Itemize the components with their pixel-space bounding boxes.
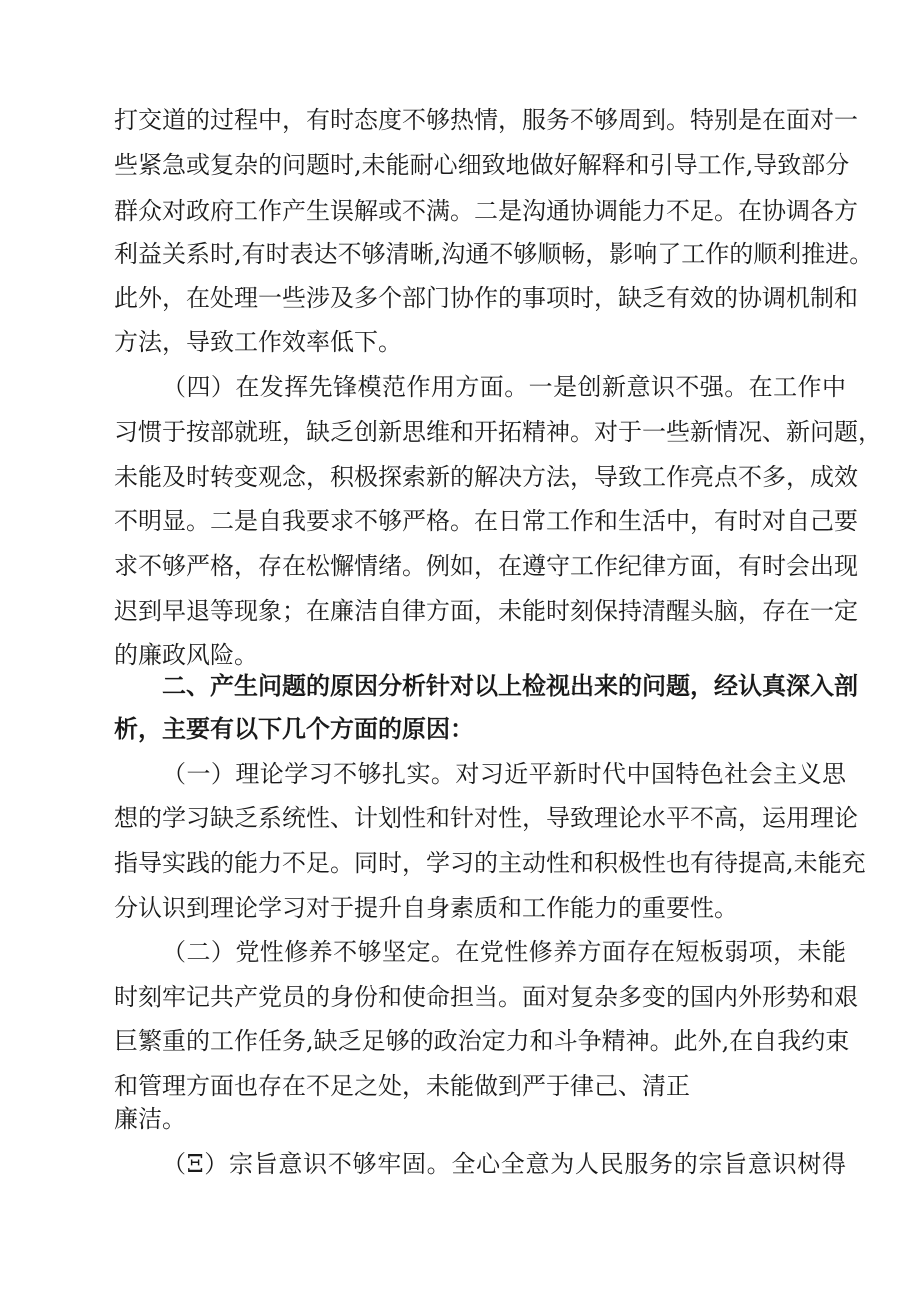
paragraph-line: 不明显。二是自我要求不够严格。在日常工作和生活中，有时对自己要 [114, 507, 858, 535]
paragraph-line: 群众对政府工作产生误解或不满。二是沟通协调能力不足。在协调各方 [114, 197, 858, 225]
paragraph-line: 时刻牢记共产党员的身份和使命担当。面对复杂多变的国内外形势和艰 [114, 983, 858, 1011]
paragraph-line: 习惯于按部就班，缺乏创新思维和开拓精神。对于一些新情况、新问题， [114, 418, 882, 446]
paragraph-line: 和管理方面也存在不足之处，未能做到严于律己、清正 [114, 1072, 690, 1100]
section-two-heading: 二、产生问题的原因分析针对以上检视出来的问题，经认真深入剖 [162, 671, 858, 700]
paragraph-line: 的廉政风险。 [114, 641, 258, 669]
paragraph-line: 未能及时转变观念，积极探索新的解决方法，导致工作亮点不多，成效 [114, 463, 858, 491]
paragraph-line: 廉洁。 [114, 1105, 186, 1133]
paragraph-line: 求不够严格，存在松懈情绪。例如，在遵守工作纪律方面，有时会出现 [114, 552, 858, 580]
paragraph-line: 想的学习缺乏系统性、计划性和针对性，导致理论水平不高，运用理论 [114, 804, 858, 832]
paragraph-line: 些紧急或复杂的问题时,未能耐心细致地做好解释和引导工作,导致部分 [114, 151, 850, 179]
paragraph-line: 指导实践的能力不足。同时，学习的主动性和积极性也有待提高,未能充 [114, 849, 866, 877]
paragraph-line: 迟到早退等现象；在廉洁自律方面，未能时刻保持清醒头脑，存在一定 [114, 597, 858, 625]
paragraph-line: 此外，在处理一些涉及多个部门协作的事项时，缺乏有效的协调机制和 [114, 284, 858, 312]
cause-one-heading: （一）理论学习不够扎实。对习近平新时代中国特色社会主义思 [162, 760, 846, 788]
section-two-heading-cont: 析，主要有以下几个方面的原因： [114, 714, 474, 743]
paragraph-line: 利益关系时,有时表达不够清晰,沟通不够顺畅，影响了工作的顺利推进。 [114, 240, 874, 268]
paragraph-line: 打交道的过程中，有时态度不够热情，服务不够周到。特别是在面对一 [114, 106, 858, 134]
cause-two-heading: （二）党性修养不够坚定。在党性修养方面存在短板弱项，未能 [162, 938, 846, 966]
section-four-heading: （四）在发挥先锋模范作用方面。一是创新意识不强。在工作中 [162, 373, 846, 401]
paragraph-line: 分认识到理论学习对于提升自身素质和工作能力的重要性。 [114, 894, 738, 922]
cause-three-heading: （Ξ）宗旨意识不够牢固。全心全意为人民服务的宗旨意识树得 [162, 1150, 846, 1178]
paragraph-line: 巨繁重的工作任务,缺乏足够的政治定力和斗争精神。此外,在自我约束 [114, 1027, 850, 1055]
paragraph-line: 方法，导致工作效率低下。 [114, 328, 402, 356]
